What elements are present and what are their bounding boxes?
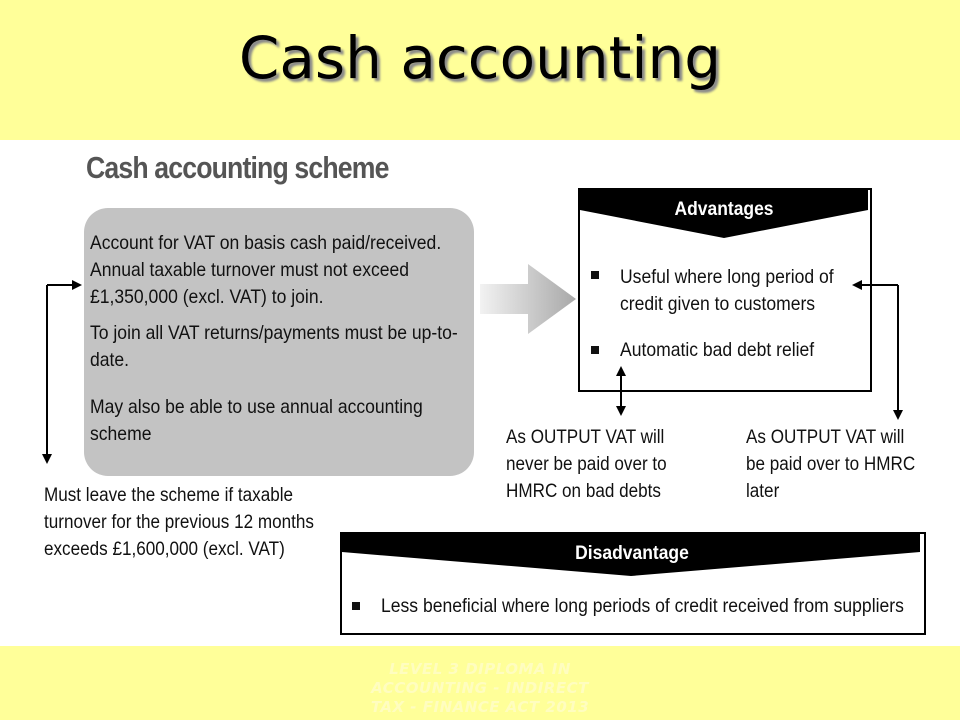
disadvantage-item-supplier-credit: Less beneficial where long periods of credit received from suppliers [381, 595, 904, 617]
advantage-item-credit: Useful where long period of credit given to customers [620, 266, 834, 315]
note-bad-debt: As OUTPUT VAT will never be paid over to HMRC on bad debts [506, 427, 667, 502]
footer-line: LEVEL 3 DIPLOMA IN [389, 660, 571, 678]
advantages-heading: Advantages [674, 199, 774, 220]
slide-title: Cash accounting [238, 24, 722, 92]
advantage-item-bad-debt: Automatic bad debt relief [620, 339, 815, 361]
scheme-leave-note: Must leave the scheme if taxable turnover for the previous 12 months exceeds £1,600,000 (excl. VAT) [44, 485, 314, 560]
footer-line: TAX - FINANCE ACT 2013 [370, 698, 590, 716]
scheme-rule-joining: Account for VAT on basis cash paid/received. Annual taxable turnover must not exceed £1,350,000 (excl. VAT) to join. [90, 232, 442, 308]
footer-line: ACCOUNTING - INDIRECT [371, 679, 589, 697]
note-credit: As OUTPUT VAT will be paid over to HMRC later [746, 427, 916, 502]
double-arrow-icon [47, 285, 80, 462]
course-footer [330, 660, 630, 717]
scheme-rule-annual-accounting: May also be able to use annual accounting scheme [90, 396, 423, 445]
scheme-rule-up-to-date: To join all VAT returns/payments must be up-to-date. [90, 322, 458, 371]
scheme-heading: Cash accounting scheme [86, 150, 389, 185]
disadvantage-heading: Disadvantage [575, 543, 689, 564]
footer-band [0, 646, 960, 720]
double-arrow-icon [854, 285, 898, 418]
